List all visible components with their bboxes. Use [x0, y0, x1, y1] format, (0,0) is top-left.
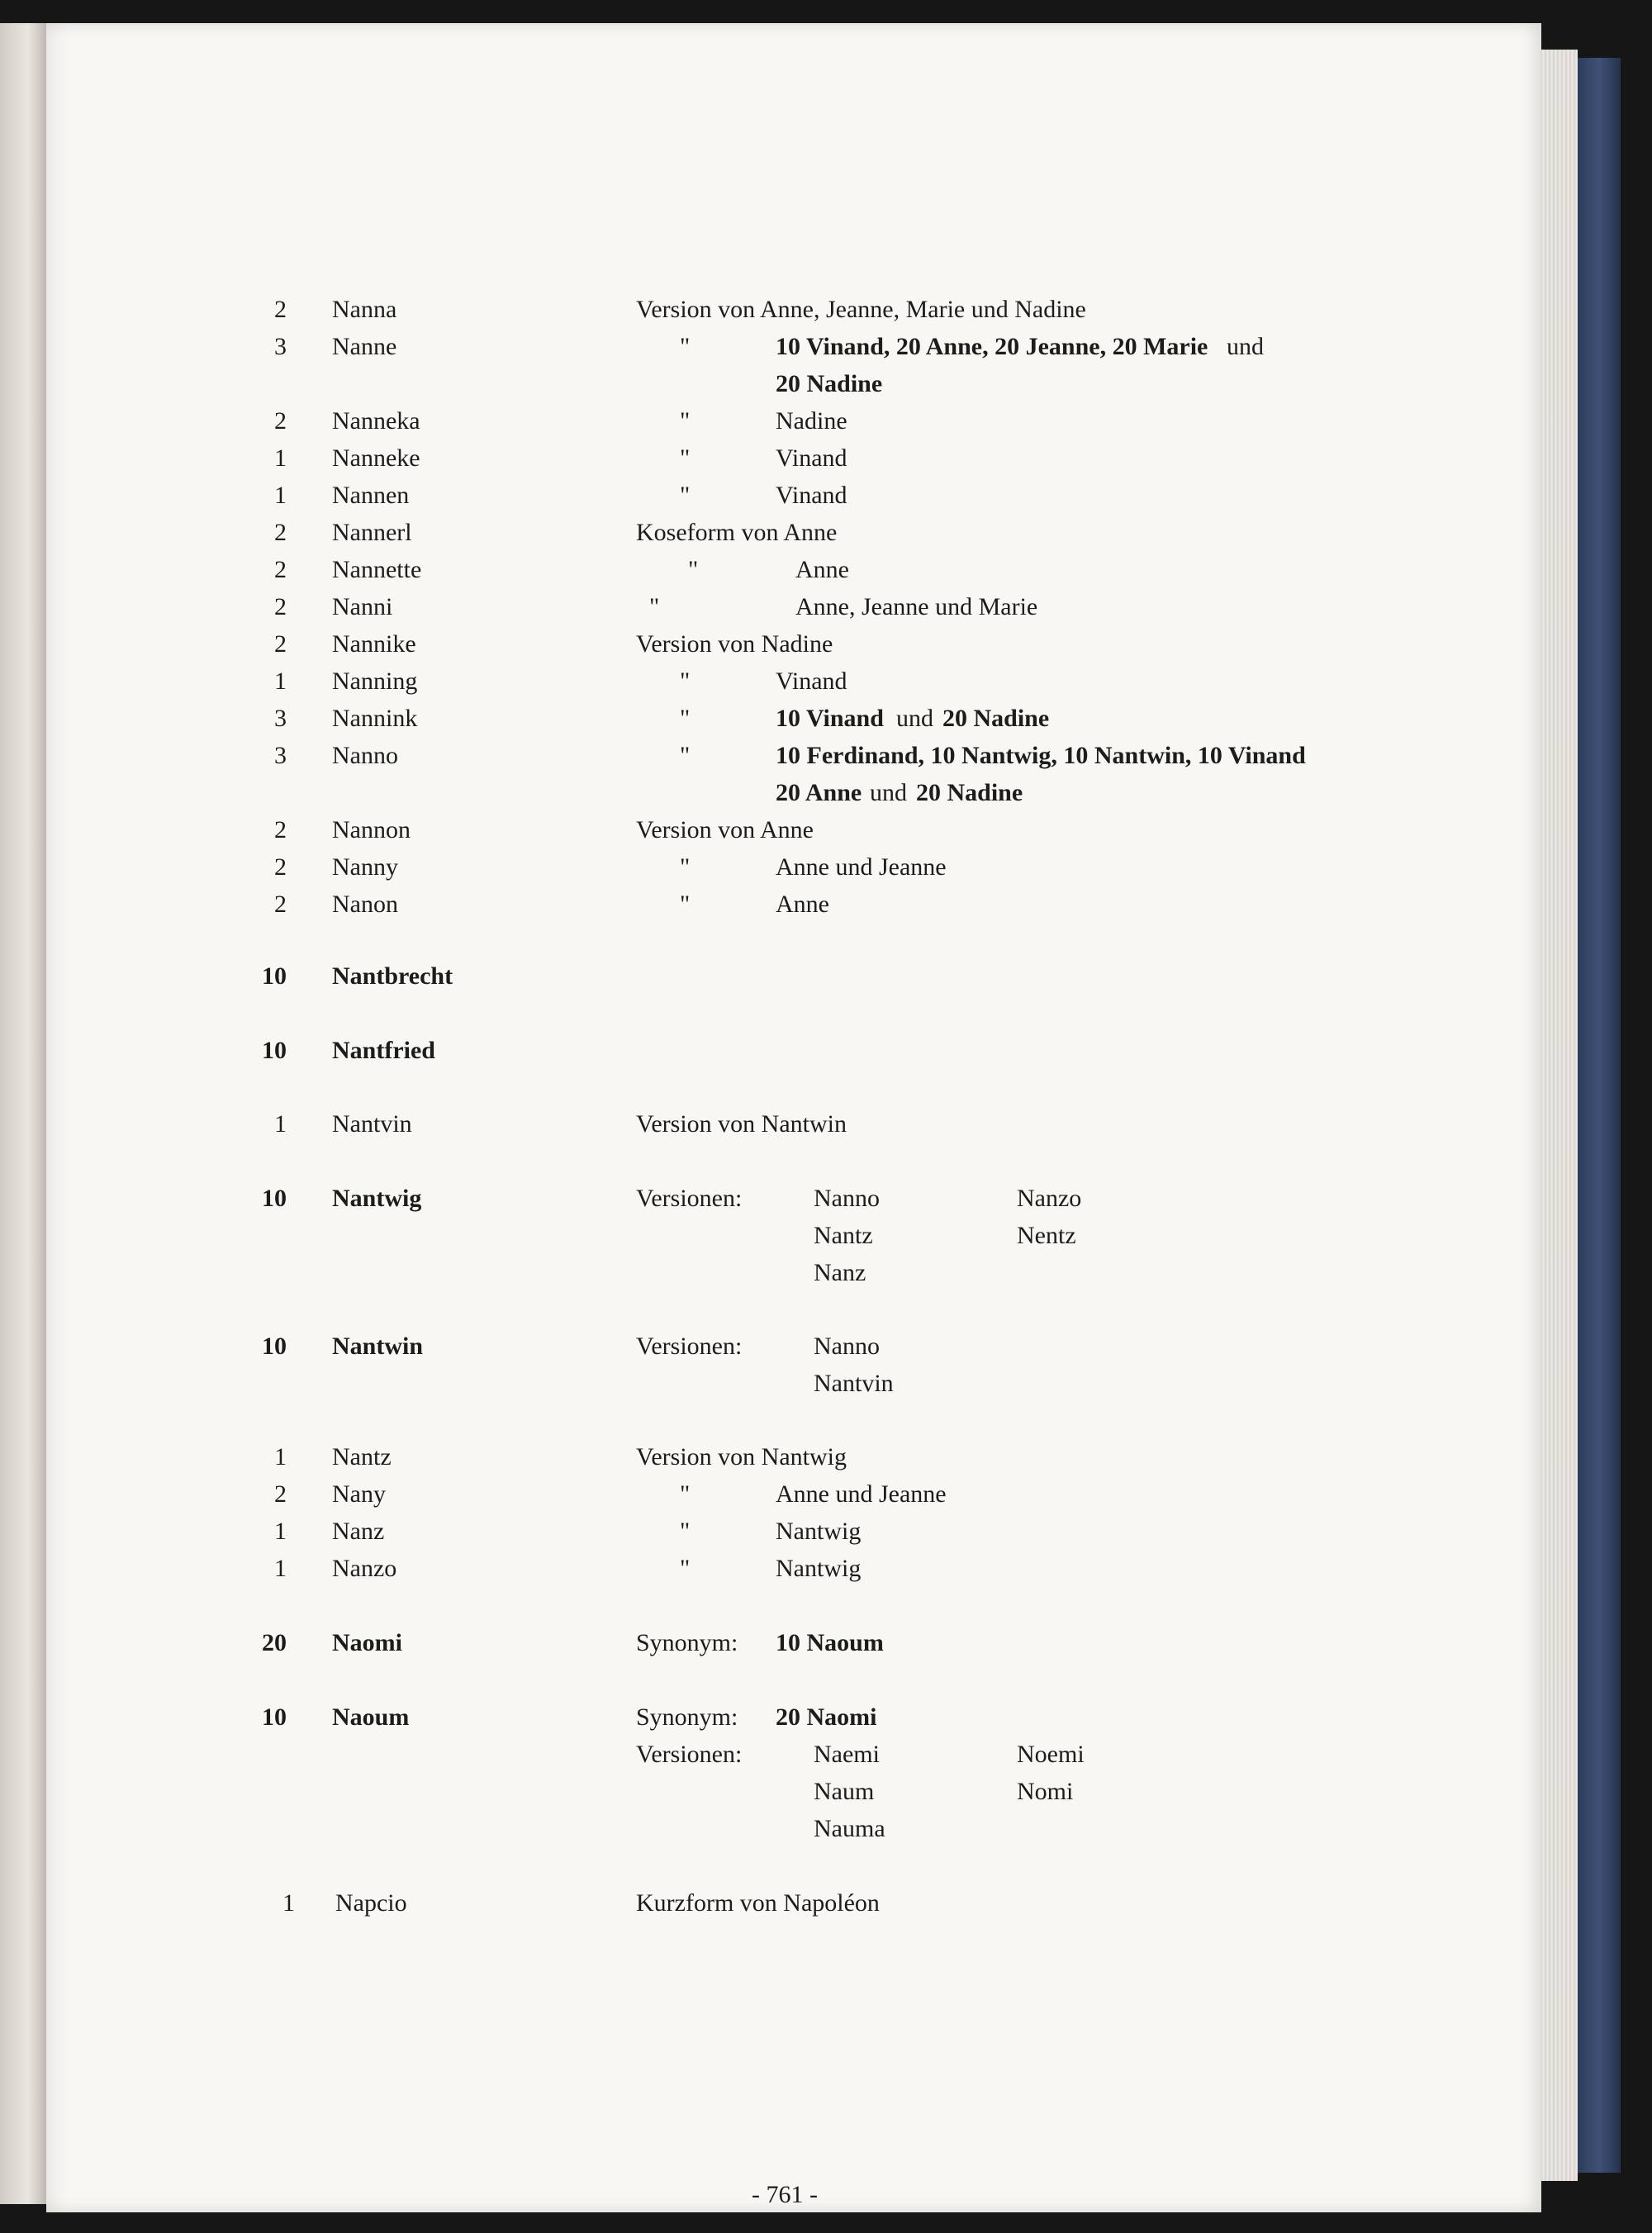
ditto-mark: " — [680, 1555, 691, 1582]
version-name: Nentz — [1017, 1222, 1076, 1249]
entry-number: 1 — [282, 1889, 295, 1917]
entry-number: 1 — [274, 1518, 287, 1545]
entry-name: Nantbrecht — [332, 962, 453, 990]
version-name: Nanz — [814, 1259, 866, 1286]
entry-reference: Anne und Jeanne — [776, 853, 947, 881]
version-name: Nanno — [814, 1185, 880, 1212]
entry-number: 10 — [262, 1703, 287, 1731]
entry-number: 2 — [274, 1480, 287, 1508]
entry-number: 2 — [274, 891, 287, 918]
entry-description: Synonym: — [636, 1703, 738, 1731]
ditto-mark: " — [680, 1518, 691, 1545]
entry-name: Nantfried — [332, 1037, 435, 1064]
entry-name: Nanning — [332, 668, 418, 695]
entry-reference: Nantwig — [776, 1518, 862, 1545]
entry-reference: 10 Naoum — [776, 1629, 884, 1656]
version-name: Nomi — [1017, 1778, 1074, 1805]
entry-name: Nanneka — [332, 407, 420, 435]
entry-description: Versionen: — [636, 1185, 743, 1212]
adjacent-page-edge — [0, 23, 46, 2204]
entry-number: 1 — [274, 668, 287, 695]
entry-reference: 20 Nadine — [942, 705, 1050, 732]
entry-name: Nantz — [332, 1443, 392, 1470]
ditto-mark: " — [680, 668, 691, 695]
entry-name: Nanz — [332, 1518, 385, 1545]
version-name: Nanzo — [1017, 1185, 1082, 1212]
version-name: Nantz — [814, 1222, 873, 1249]
entry-number: 2 — [274, 556, 287, 583]
entry-number: 1 — [274, 1555, 287, 1582]
entry-description: Version von Nantwin — [636, 1110, 847, 1138]
entry-name: Nannike — [332, 630, 416, 658]
entry-reference: Anne, Jeanne und Marie — [795, 593, 1038, 620]
entry-number: 10 — [262, 962, 287, 990]
entry-reference: Anne — [776, 891, 829, 918]
entry-number: 2 — [274, 296, 287, 323]
entry-name: Naoum — [332, 1703, 410, 1731]
version-name: Nanno — [814, 1333, 880, 1360]
entry-conjunction: und — [1227, 333, 1264, 360]
entry-name: Nanne — [332, 333, 397, 360]
entry-reference: 10 Vinand — [776, 705, 884, 732]
entry-name: Nanny — [332, 853, 398, 881]
entry-name: Nanno — [332, 742, 398, 769]
entry-name: Nannink — [332, 705, 418, 732]
entry-reference: Nadine — [776, 407, 847, 435]
ditto-mark: " — [680, 407, 691, 435]
entry-reference: 20 Anne — [776, 779, 862, 806]
entry-name: Nannon — [332, 816, 411, 843]
ditto-mark: " — [680, 853, 691, 881]
entry-number: 2 — [274, 853, 287, 881]
ditto-mark: " — [680, 444, 691, 472]
version-name: Noemi — [1017, 1741, 1085, 1768]
entry-name: Nantwin — [332, 1333, 424, 1360]
page-number: - 761 - — [752, 2181, 818, 2208]
page-block-edges — [1541, 50, 1578, 2181]
entry-description: Synonym: — [636, 1629, 738, 1656]
book-cover-edge — [1578, 58, 1621, 2173]
entry-description: Version von Nantwig — [636, 1443, 847, 1470]
entry-name: Nanon — [332, 891, 398, 918]
entry-number: 1 — [274, 1443, 287, 1470]
entry-name: Nannette — [332, 556, 422, 583]
entry-name: Nantwig — [332, 1185, 422, 1212]
entry-name: Nany — [332, 1480, 386, 1508]
entry-reference: Nantwig — [776, 1555, 862, 1582]
entry-name: Nannerl — [332, 519, 412, 546]
entry-number: 3 — [274, 333, 287, 360]
entry-number: 2 — [274, 519, 287, 546]
entry-description: Koseform von Anne — [636, 519, 838, 546]
entry-reference: Vinand — [776, 444, 847, 472]
entry-description: Version von Anne, Jeanne, Marie und Nadine — [636, 296, 1086, 323]
entry-number: 10 — [262, 1185, 287, 1212]
entry-name: Nannen — [332, 482, 410, 509]
entry-name: Napcio — [335, 1889, 407, 1917]
ditto-mark: " — [680, 891, 691, 918]
entry-description: Kurzform von Napoléon — [636, 1889, 880, 1917]
entry-name: Naomi — [332, 1629, 402, 1656]
entry-number: 3 — [274, 705, 287, 732]
ditto-mark: " — [680, 482, 691, 509]
entry-number: 1 — [274, 444, 287, 472]
ditto-mark: " — [680, 705, 691, 732]
entry-description: Versionen: — [636, 1741, 743, 1768]
entry-reference: Anne und Jeanne — [776, 1480, 947, 1508]
entry-number: 3 — [274, 742, 287, 769]
version-name: Nauma — [814, 1815, 885, 1842]
entry-name: Nanneke — [332, 444, 420, 472]
entry-number: 2 — [274, 407, 287, 435]
version-name: Naum — [814, 1778, 875, 1805]
entry-number: 2 — [274, 593, 287, 620]
ditto-mark: " — [680, 333, 691, 360]
entry-reference: Anne — [795, 556, 849, 583]
entry-reference: 20 Nadine — [916, 779, 1023, 806]
entry-number: 2 — [274, 630, 287, 658]
ditto-mark: " — [680, 1480, 691, 1508]
entry-reference: 10 Vinand, 20 Anne, 20 Jeanne, 20 Marie — [776, 333, 1208, 360]
version-name: Naemi — [814, 1741, 880, 1768]
entry-description: Version von Anne — [636, 816, 814, 843]
entry-number: 20 — [262, 1629, 287, 1656]
ditto-mark: " — [649, 593, 660, 620]
entry-number: 10 — [262, 1037, 287, 1064]
ditto-mark: " — [688, 556, 699, 583]
entry-number: 2 — [274, 816, 287, 843]
ditto-mark: " — [680, 742, 691, 769]
entry-reference: Vinand — [776, 668, 847, 695]
entry-description: Versionen: — [636, 1333, 743, 1360]
entry-name: Nanni — [332, 593, 393, 620]
entry-conjunction: und — [870, 779, 907, 806]
entry-name: Nanna — [332, 296, 397, 323]
entry-reference: Vinand — [776, 482, 847, 509]
entry-name: Nantvin — [332, 1110, 412, 1138]
entry-number: 1 — [274, 1110, 287, 1138]
entry-conjunction: und — [896, 705, 933, 732]
entry-description: Version von Nadine — [636, 630, 833, 658]
entry-reference: 20 Nadine — [776, 370, 883, 397]
entry-number: 1 — [274, 482, 287, 509]
version-name: Nantvin — [814, 1370, 894, 1397]
entry-name: Nanzo — [332, 1555, 397, 1582]
entry-number: 10 — [262, 1333, 287, 1360]
entry-reference: 20 Naomi — [776, 1703, 877, 1731]
entry-reference: 10 Ferdinand, 10 Nantwig, 10 Nantwin, 10 Vinand — [776, 742, 1306, 769]
